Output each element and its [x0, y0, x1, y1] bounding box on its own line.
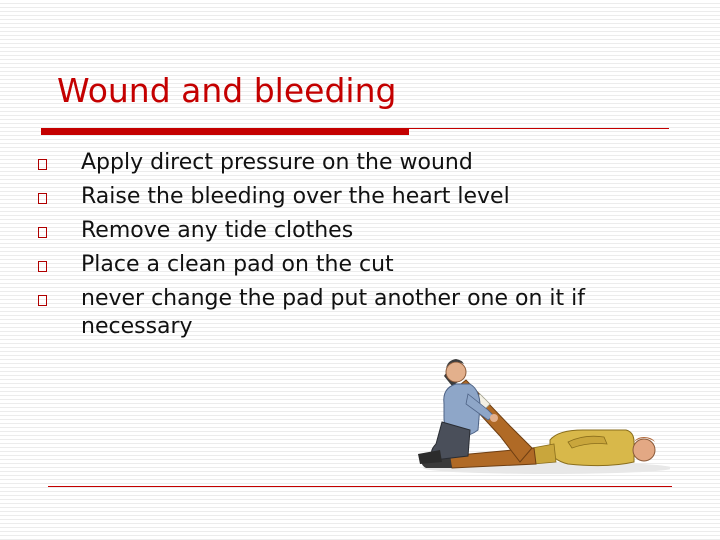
bullet-item	[38, 183, 698, 211]
bullet-item	[38, 251, 698, 279]
square-bullet-icon	[38, 295, 47, 306]
bullet-item	[38, 149, 698, 177]
title-underline-thick	[41, 128, 409, 135]
slide-title: Wound and bleeding	[57, 71, 397, 110]
square-bullet-icon	[38, 159, 47, 170]
bullet-text: Raise the bleeding over the heart level	[81, 184, 510, 209]
bullet-text: never change the pad put another one on it if necessary	[81, 286, 586, 339]
square-bullet-icon	[38, 261, 47, 272]
square-bullet-icon	[38, 227, 47, 238]
first-aid-illustration	[408, 344, 670, 476]
bullet-item	[38, 285, 698, 341]
bullet-text: Place a clean pad on the cut	[81, 252, 394, 277]
bullet-item	[38, 217, 698, 245]
square-bullet-icon	[38, 193, 47, 204]
title-underline-thin	[409, 128, 669, 129]
footer-rule	[48, 486, 672, 487]
bullet-text: Apply direct pressure on the wound	[81, 150, 473, 175]
bullet-list	[38, 149, 698, 341]
bullet-text: Remove any tide clothes	[81, 218, 354, 243]
